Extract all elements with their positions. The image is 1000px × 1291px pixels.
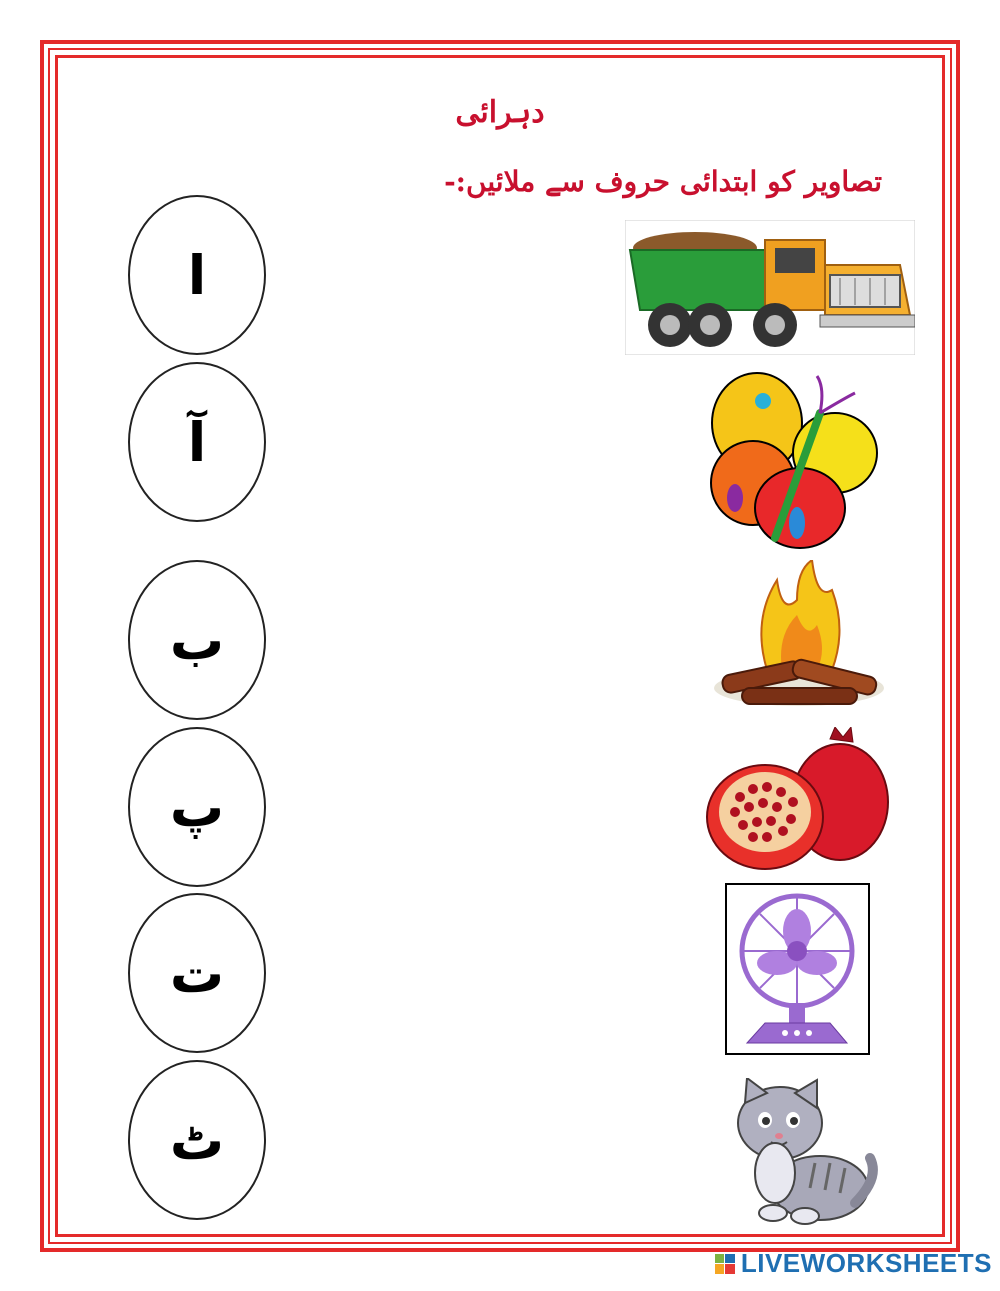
cat-picture[interactable] — [725, 1078, 880, 1226]
letter-circle-alif-madda[interactable] — [128, 362, 266, 522]
letter-alif-madda: آ — [187, 410, 207, 474]
worksheet-instruction: تصاویر کو ابتدائی حروف سے ملائیں:- — [444, 165, 882, 198]
butterfly-picture[interactable] — [705, 368, 885, 553]
dump-truck-picture[interactable] — [625, 220, 915, 355]
letter-circle-pay[interactable] — [128, 727, 266, 887]
letter-pay: پ — [169, 775, 225, 839]
pomegranate-picture[interactable] — [705, 727, 890, 872]
campfire-picture[interactable] — [712, 560, 887, 720]
table-fan-picture[interactable] — [725, 883, 870, 1055]
letter-tay: ت — [169, 941, 225, 1005]
letter-circle-bay[interactable] — [128, 560, 266, 720]
liveworksheets-logo-icon — [715, 1254, 735, 1274]
letter-circle-alif[interactable] — [128, 195, 266, 355]
brand-name[interactable]: LIVEWORKSHEETS — [740, 1248, 992, 1278]
worksheet-title: دہرائی — [455, 95, 545, 130]
letter-circle-ttay[interactable] — [128, 1060, 266, 1220]
letter-alif: ا — [187, 243, 207, 307]
letter-bay: ب — [169, 608, 225, 672]
letter-ttay: ٹ — [169, 1108, 225, 1172]
footer-branding — [715, 1248, 992, 1279]
letter-circle-tay[interactable] — [128, 893, 266, 1053]
